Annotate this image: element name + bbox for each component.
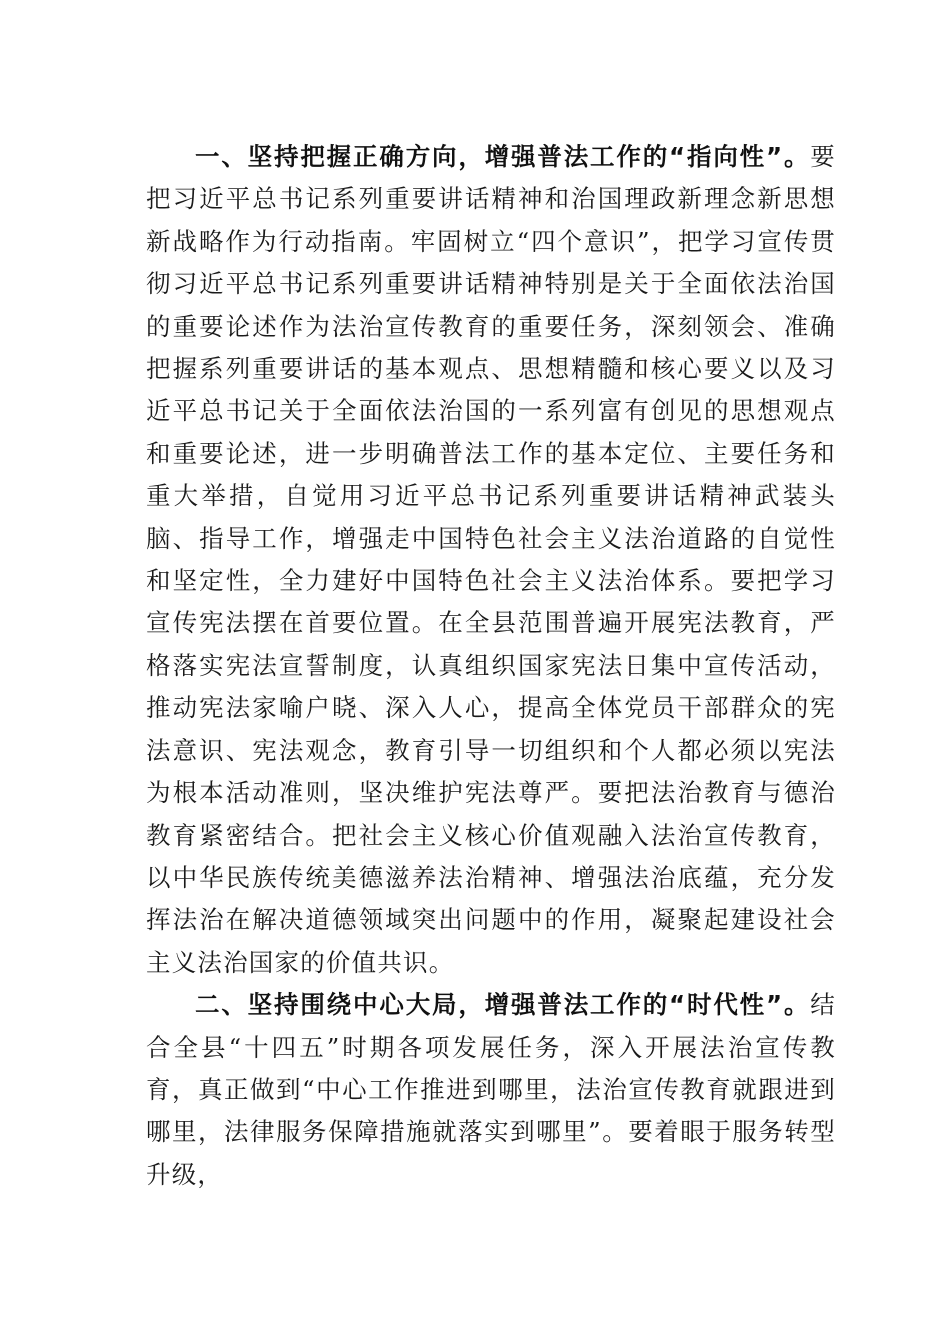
paragraph-2-body: 结合全县“十四五”时期各项发展任务，深入开展法治宣传教育，真正做到“中心工作推进到哪里，法治宣传教育就跟进到哪里，法律服务保障措施就落实到哪里”。要着眼于服务转型升级，: [146, 990, 836, 1189]
paragraph-1-body: 要把习近平总书记系列重要讲话精神和治国理政新理念新思想新战略作为行动指南。牢固树立“四个意识”，把学习宣传贯彻习近平总书记系列重要讲话精神特别是关于全面依法治国的重要论述作为法治宣传教育的重要任务，深刻领会、准确把握系列重要讲话的基本观点、思想精髓和核心要义以及习近平总书记关于全面依法治国的一系列富有创见的思想观点和重要论述，进一步明确普法工作的基本定位、主要任务和重大举措，自觉用习近平总书记系列重要讲话精神武装头脑、指导工作，增强走中国特色社会主义法治道路的自觉性和坚定性，全力建好中国特色社会主义法治体系。要把学习宣传宪法摆在首要位置。在全县范围普遍开展宪法教育，严格落实宪法宣誓制度，认真组织国家宪法日集中宣传活动，推动宪法家喻户晓、深入人心，提高全体党员干部群众的宪法意识、宪法观念，教育引导一切组织和个人都必须以宪法为根本活动准则，坚决维护宪法尊严。要把法治教育与德治教育紧密结合。把社会主义核心价值观融入法治宣传教育，以中华民族传统美德滋养法治精神、增强法治底蕴，充分发挥法治在解决道德领域突出问题中的作用，凝聚起建设社会主义法治国家的价值共识。: [146, 142, 836, 977]
paragraph-1-heading: 一、坚持把握正确方向，增强普法工作的“指向性”。: [195, 142, 811, 171]
document-body: [146, 136, 836, 1196]
paragraph-2: [146, 984, 836, 1196]
paragraph-1: [146, 136, 836, 984]
paragraph-2-heading: 二、坚持围绕中心大局，增强普法工作的“时代性”。: [195, 990, 811, 1020]
